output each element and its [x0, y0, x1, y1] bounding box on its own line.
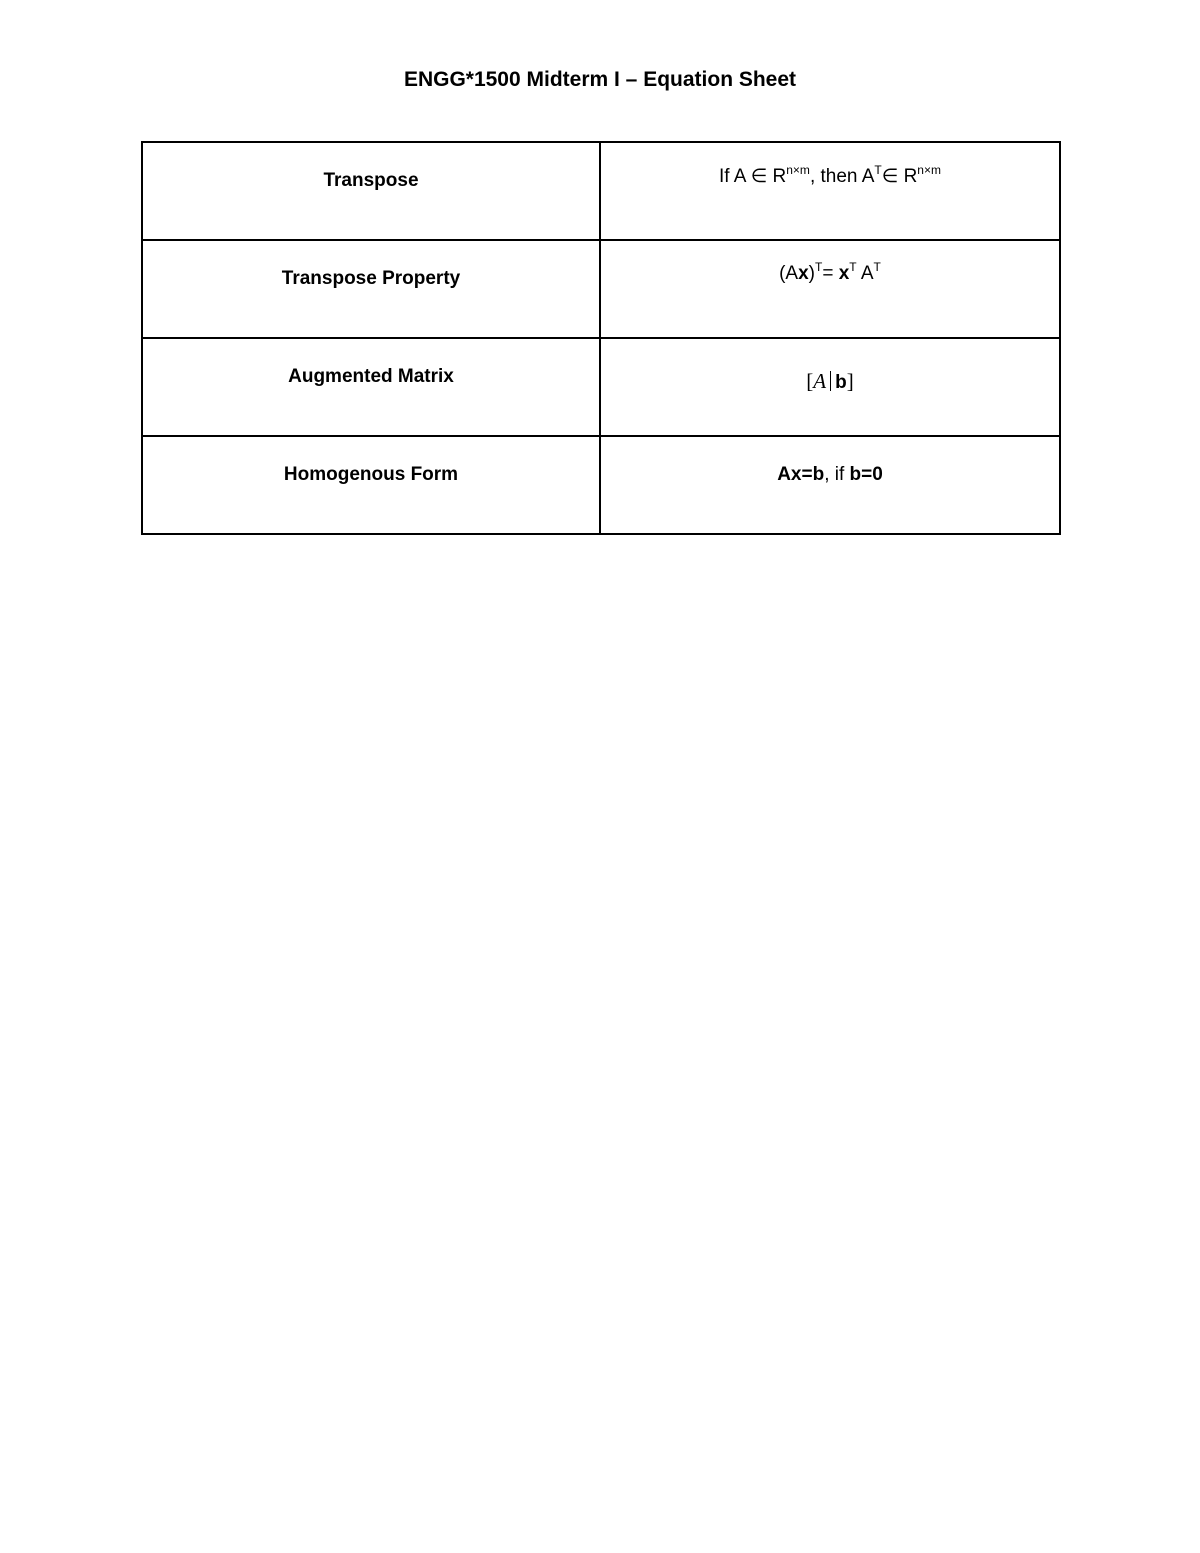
- formula-superscript: T: [815, 259, 823, 274]
- formula-bracket: ]: [846, 369, 854, 393]
- formula-bracket: [: [806, 369, 814, 393]
- formula-equation: Ax=b: [777, 464, 825, 485]
- formula-cell: [600, 436, 1060, 534]
- augment-divider: [830, 371, 831, 391]
- term-cell: Augmented Matrix: [142, 338, 600, 436]
- formula-matrix: A: [813, 369, 827, 393]
- table-row-transpose-property: [142, 240, 1060, 338]
- formula-condition: b=0: [849, 464, 883, 485]
- augmented-matrix-formula: [806, 369, 853, 394]
- term-cell: Transpose Property: [142, 240, 600, 338]
- formula-text: If A ∈ R: [719, 166, 787, 187]
- formula-text: , if: [824, 464, 850, 485]
- formula-cell: [600, 142, 1060, 240]
- term-cell: Transpose: [142, 142, 600, 240]
- formula-cell: [600, 338, 1060, 436]
- formula-text: (A: [779, 263, 799, 284]
- page-title: ENGG*1500 Midterm I – Equation Sheet: [403, 68, 797, 91]
- formula-cell: [600, 240, 1060, 338]
- formula-vector: x: [838, 263, 850, 284]
- formula-vector: x: [798, 263, 809, 284]
- formula-text: , then A: [809, 166, 875, 187]
- formula-text: ): [808, 263, 815, 284]
- equation-table: [141, 141, 1061, 535]
- formula-superscript: n×m: [786, 162, 810, 177]
- formula-superscript: T: [874, 162, 882, 177]
- formula-text: ∈ R: [881, 166, 918, 187]
- table-row-homogenous-form: [142, 436, 1060, 534]
- formula-superscript: T: [873, 259, 881, 274]
- formula-superscript: T: [849, 259, 857, 274]
- formula-vector: b: [835, 372, 847, 393]
- formula-superscript: n×m: [917, 162, 941, 177]
- formula-text: A: [856, 263, 874, 284]
- formula-text: =: [822, 263, 839, 284]
- term-cell: Homogenous Form: [142, 436, 600, 534]
- table-row-augmented-matrix: [142, 338, 1060, 436]
- table-row-transpose: [142, 142, 1060, 240]
